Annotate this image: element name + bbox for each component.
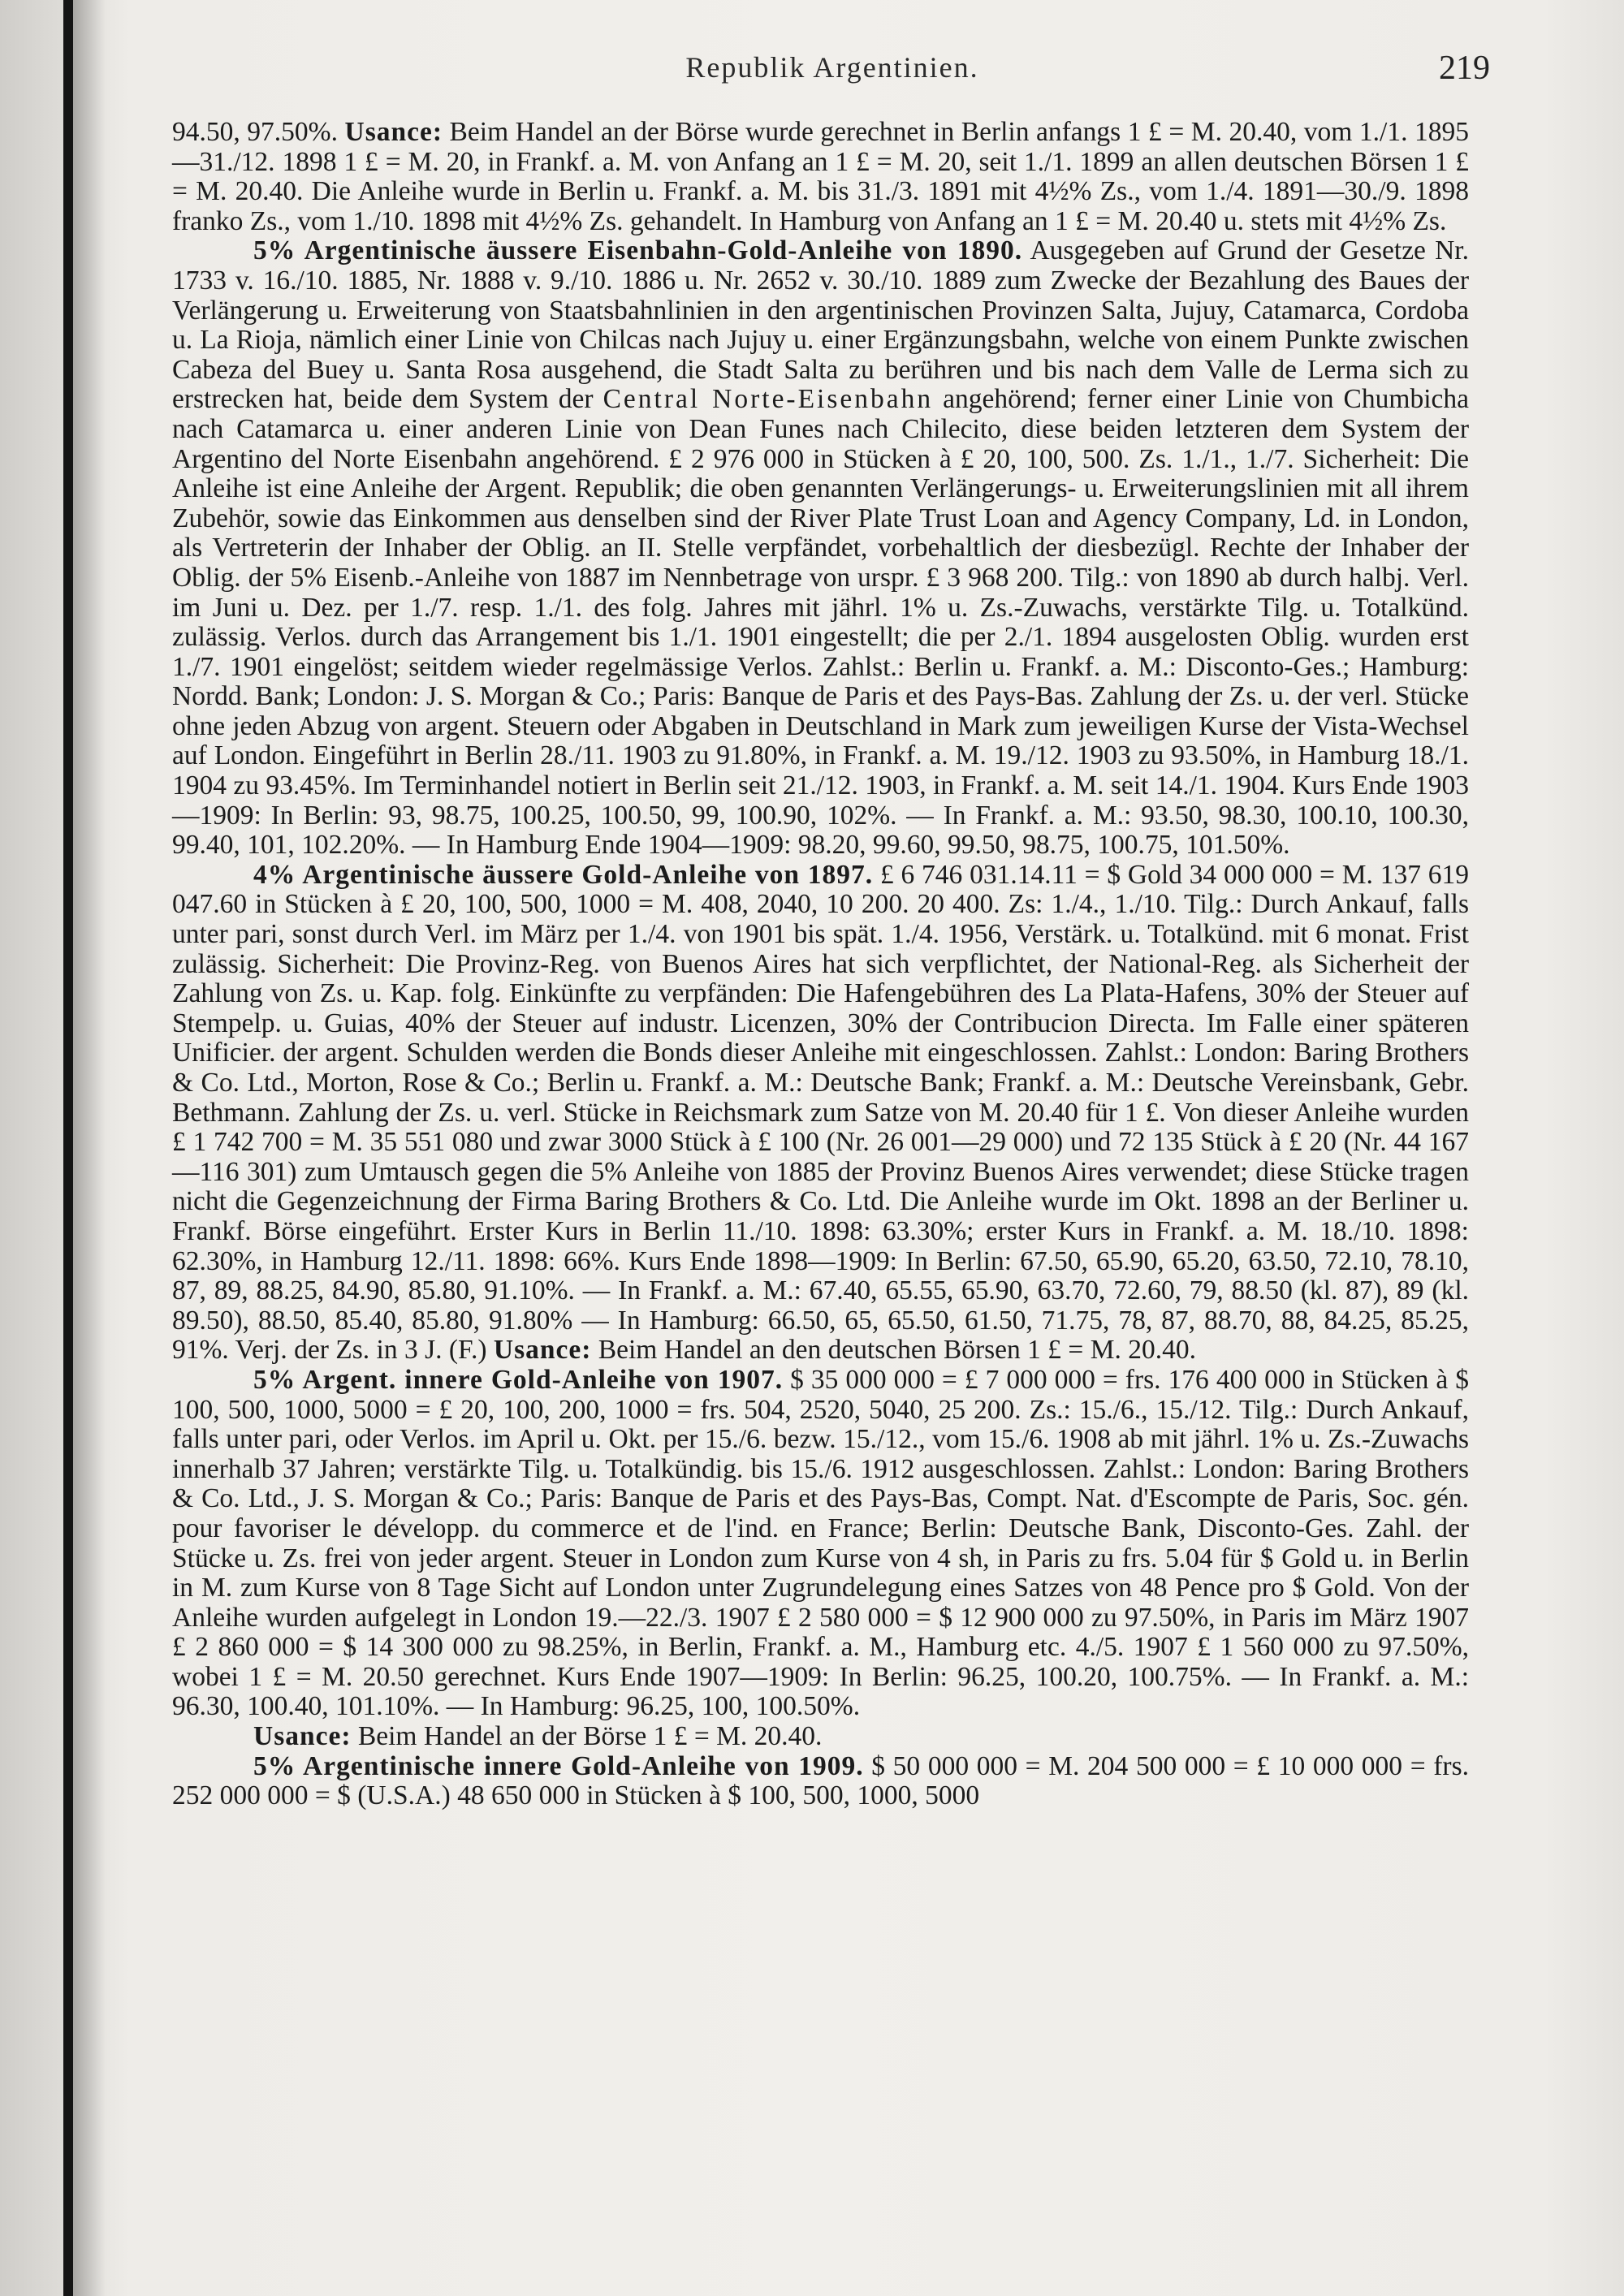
paragraph-loan-1909	[172, 1752, 1469, 1811]
section-heading: 5% Argent. innere Gold-Anleihe von 1907.	[253, 1364, 784, 1395]
paragraph-text: $ 35 000 000 = £ 7 000 000 = frs. 176 400 000 in Stücken à $ 100, 500, 1000, 5000 = £ 20, 100, 200, 1000 = frs. 504, 2520, 5040, 25 200. Zs.: 15./6., 15./12. Tilg.: Durch Ankauf, falls unter pari, oder Verlos. im April u. Okt. per 15./6. bezw. 15./12., vom 15./6. 1908 ab mit jährl. 1% u. Zs.-Zuwachs innerhalb 37 Jahren; verstärkte Tilg. u. Totalkündig. bis 15./6. 1912 ausgeschlossen. Zahlst.: London: Baring Brothers & Co. Ltd., J. S. Morgan & Co.; Paris: Banque de Paris et des Pays-Bas, Compt. Nat. d'Escompte de Paris, Soc. gén. pour favoriser le développ. du commerce et de l'ind. en France; Berlin: Deutsche Bank, Disconto-Ges. Zahl. der Stücke u. Zs. frei von jeder argent. Steuer in London zum Kurse von 4 sh, in Paris zu frs. 5.04 für $ Gold u. in Berlin in M. zum Kurse von 8 Tage Sicht auf London unter Zugrundelegung eines Satzes von 48 Pence pro $ Gold. Von der Anleihe wurden aufgelegt in London 19.—22./3. 1907 £ 2 580 000 = $ 12 900 000 zu 97.50%, in Paris im März 1907 £ 2 860 000 = $ 14 300 000 zu 98.25%, in Berlin, Frankf. a. M., Hamburg etc. 4./5. 1907 £ 1 560 000 zu 97.50%, wobei 1 £ = M. 20.50 gerechnet. Kurs Ende 1907—1909: In Berlin: 96.25, 100.20, 100.75%. — In Frankf. a. M.: 96.30, 100.40, 101.10%. — In Hamburg: 96.25, 100, 100.50%.	[172, 1364, 1469, 1722]
section-heading: 4% Argentinische äussere Gold-Anleihe von 1897.	[253, 859, 874, 890]
paragraph-usance-1890-prior	[172, 118, 1469, 236]
paragraph-lead: 94.50, 97.50%.	[172, 117, 345, 147]
paragraph-usance-1907	[172, 1722, 1469, 1752]
paragraph-text: angehörend; ferner einer Linie von Chumbicha nach Catamarca u. einer anderen Linie von Dean Funes nach Chilecito, diese beiden letzteren dem System der Argentino del Norte Eisenbahn angehörend. £ 2 976 000 in Stücken à £ 20, 100, 500. Zs. 1./1., 1./7. Sicherheit: Die Anleihe ist eine Anleihe der Argent. Republik; die oben genannten Verlängerungs- u. Erweiterungslinien mit all ihrem Zubehör, sowie das Einkommen aus denselben sind der River Plate Trust Loan and Agency Company, Ld. in London, als Vertreterin der Inhaber der Oblig. an II. Stelle verpfändet, vorbehaltlich der diesbezügl. Rechte der Inhaber der Oblig. der 5% Eisenb.-Anleihe von 1887 im Nennbetrage von urspr. £ 3 968 200. Tilg.: von 1890 ab durch halbj. Verl. im Juni u. Dez. per 1./7. resp. 1./1. des folg. Jahres mit jährl. 1% u. Zs.-Zuwachs, verstärkte Tilg. u. Totalkünd. zulässig. Verlos. durch das Arrangement bis 1./1. 1901 eingestellt; die per 2./1. 1894 ausgelosten Oblig. wurden erst 1./7. 1901 eingelöst; seitdem wieder regelmässige Verlos. Zahlst.: Berlin u. Frankf. a. M.: Disconto-Ges.; Hamburg: Nordd. Bank; London: J. S. Morgan & Co.; Paris: Banque de Paris et des Pays-Bas. Zahlung der Zs. u. der verl. Stücke ohne jeden Abzug von argent. Steuern oder Abgaben in Deutschland in Mark zum jeweiligen Kurse der Vista-Wechsel auf London. Eingeführt in Berlin 28./11. 1903 zu 91.80%, in Frankf. a. M. 19./12. 1903 zu 93.50%, in Hamburg 18./1. 1904 zu 93.45%. Im Terminhandel notiert in Berlin seit 21./12. 1903, in Frankf. a. M. seit 14./1. 1904. Kurs Ende 1903—1909: In Berlin: 93, 98.75, 100.25, 100.50, 99, 100.90, 102%. — In Frankf. a. M.: 93.50, 98.30, 100.10, 100.30, 99.40, 101, 102.20%. — In Hamburg Ende 1904—1909: 98.20, 99.60, 99.50, 98.75, 100.75, 101.50%.	[172, 384, 1469, 861]
usance-label: Usance:	[493, 1335, 592, 1366]
section-heading: 5% Argentinische innere Gold-Anleihe von 1909.	[253, 1750, 864, 1781]
section-heading: 5% Argentinische äussere Eisenbahn-Gold-Anleihe von 1890.	[253, 235, 1023, 266]
paragraph-loan-1907	[172, 1366, 1469, 1722]
paragraph-text: Ausgegeben auf Grund der Gesetze Nr. 1733 v. 16./10. 1885, Nr. 1888 v. 9./10. 1886 u. Nr. 2652 v. 30./10. 1889 zum Zwecke der Bezahlung des Baues der Verlängerung u. Erweiterung von Staatsbahnlinien in den argentinischen Provinzen Salta, Jujuy, Catamarca, Cordoba u. La Rioja, nämlich einer Linie von Chilcas nach Jujuy u. einer Ergänzungsbahn, welche von einem Punkte zwischen Cabeza del Buey u. Santa Rosa ausgehend, die Stadt Salta zu berühren und bis nach dem Valle de Lerma sich zu erstrecken hat, beide dem System der	[172, 235, 1469, 415]
usance-label: Usance:	[344, 117, 443, 147]
usance-label: Usance:	[253, 1721, 352, 1752]
paragraph-text: Beim Handel an den deutschen Börsen 1 £ = M. 20.40.	[591, 1335, 1196, 1366]
paragraph-text: $ 50 000 000 = M. 204 500 000 = £ 10 000 000 = frs. 252 000 000 = $ (U.S.A.) 48 650 000 in Stücken à $ 100, 500, 1000, 5000	[172, 1750, 1469, 1811]
page-number: 219	[1439, 50, 1490, 87]
paragraph-loan-1890	[172, 236, 1469, 860]
spaced-text: Central Norte-Eisenbahn	[603, 384, 934, 415]
paragraph-loan-1897	[172, 861, 1469, 1366]
running-head: Republik Argentinien.	[685, 51, 979, 84]
paragraph-text: Beim Handel an der Börse wurde gerechnet in Berlin anfangs 1 £ = M. 20.40, vom 1./1. 1895—31./12. 1898 1 £ = M. 20, in Frankf. a. M. von Anfang an 1 £ = M. 20, seit 1./1. 1899 an allen deutschen Börsen 1 £ = M. 20.40. Die Anleihe wurde in Berlin u. Frankf. a. M. bis 31./3. 1891 mit 4½% Zs., vom 1./4. 1891—30./9. 1898 franko Zs., vom 1./10. 1898 mit 4½% Zs. gehandelt. In Hamburg von Anfang an 1 £ = M. 20.40 u. stets mit 4½% Zs.	[172, 117, 1469, 236]
body-text	[172, 118, 1469, 1811]
gutter-shadow	[73, 0, 106, 2296]
paragraph-text: Beim Handel an der Börse 1 £ = M. 20.40.	[351, 1721, 823, 1752]
paragraph-text: £ 6 746 031.14.11 = $ Gold 34 000 000 = M. 137 619 047.60 in Stücken à £ 20, 100, 500, 1000 = M. 408, 2040, 10 200. 20 400. Zs: 1./4., 1./10. Tilg.: Durch Ankauf, falls unter pari, sonst durch Verl. im März per 1./4. von 1901 bis spät. 1./4. 1956, Verstärk. u. Totalkünd. mit 6 monat. Frist zulässig. Sicherheit: Die Provinz-Reg. von Buenos Aires hat sich verpflichtet, der National-Reg. als Sicherheit der Zahlung von Zs. u. Kap. folg. Einkünfte zu verpfänden: Die Hafengebühren des La Plata-Hafens, 30% der Steuer auf Stempelp. u. Guias, 40% der Steuer auf industr. Licenzen, 30% der Contribucion Directa. Im Falle einer späteren Unificier. der argent. Schulden werden die Bonds dieser Anleihe mit eingeschlossen. Zahlst.: London: Baring Brothers & Co. Ltd., Morton, Rose & Co.; Berlin u. Frankf. a. M.: Deutsche Bank; Frankf. a. M.: Deutsche Vereinsbank, Gebr. Bethmann. Zahlung der Zs. u. verl. Stücke in Reichsmark zum Satze von M. 20.40 für 1 £. Von dieser Anleihe wurden £ 1 742 700 = M. 35 551 080 und zwar 3000 Stück à £ 100 (Nr. 26 001—29 000) und 72 135 Stück à £ 20 (Nr. 44 167—116 301) zum Umtausch gegen die 5% Anleihe von 1885 der Provinz Buenos Aires verwendet; diese Stücke tragen nicht die Gegenzeichnung der Firma Baring Brothers & Co. Ltd. Die Anleihe wurde im Okt. 1898 an der Berliner u. Frankf. Börse eingeführt. Erster Kurs in Berlin 11./10. 1898: 63.30%; erster Kurs in Frankf. a. M. 18./10. 1898: 62.30%, in Hamburg 12./11. 1898: 66%. Kurs Ende 1898—1909: In Berlin: 67.50, 65.90, 65.20, 63.50, 72.10, 78.10, 87, 89, 88.25, 84.90, 85.80, 91.10%. — In Frankf. a. M.: 67.40, 65.55, 65.90, 63.70, 72.60, 79, 88.50 (kl. 87), 89 (kl. 89.50), 88.50, 85.40, 85.80, 91.80% — In Hamburg: 66.50, 65, 65.50, 61.50, 71.75, 78, 87, 88.70, 88, 84.25, 85.25, 91%. Verj. der Zs. in 3 J. (F.)	[172, 859, 1469, 1366]
book-gutter	[63, 0, 73, 2296]
